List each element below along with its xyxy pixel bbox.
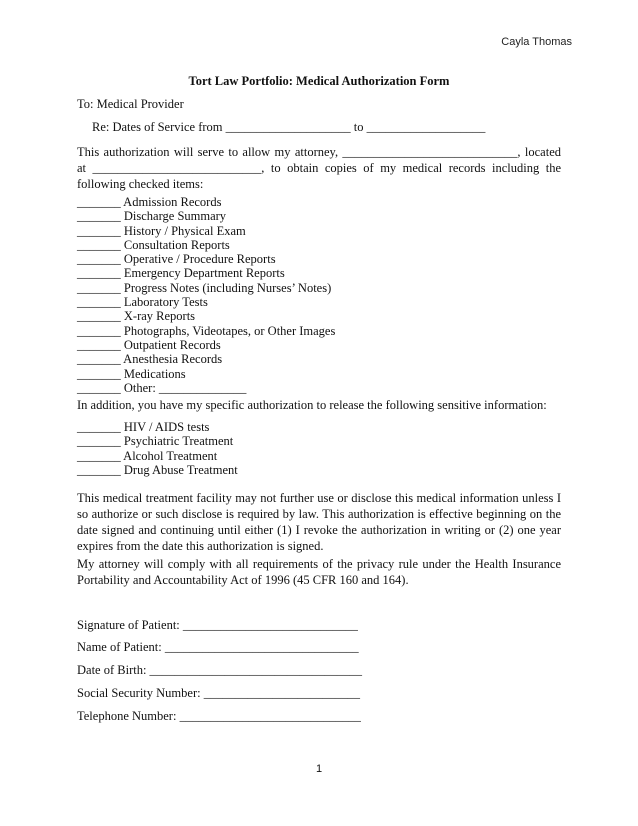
checklist-item-consultation-reports[interactable]: _______ Consultation Reports [77,237,230,252]
patient-name-field[interactable]: Name of Patient: _______________________________ [77,640,359,654]
checklist-item-alcohol[interactable]: _______ Alcohol Treatment [77,448,218,463]
checklist-item-medications[interactable]: _______ Medications [77,366,186,381]
checklist-item-history-physical[interactable]: _______ History / Physical Exam [77,223,246,238]
signature-field[interactable]: Signature of Patient: ____________________________ [77,618,358,632]
checklist-item-xray-reports[interactable]: _______ X-ray Reports [77,309,196,324]
date-of-birth-field[interactable]: Date of Birth: __________________________________ [77,663,363,677]
checklist-item-progress-notes[interactable]: _______ Progress Notes (including Nurses’ Notes) [77,280,332,295]
disclosure-paragraph: This medical treatment facility may not further use or disclose this medical information unless I so authorize or such disclose is required by law. This authorization is effective beginning on the date signed and continuing until either (1) I revoke the authorization in writing or (2) one year expires from the date this authorization is signed. [77,491,561,553]
authorization-paragraph: This authorization will serve to allow my attorney, ____________________________, located at ___________________________, to obtain copies of my medical records including the following checked items: [77,145,561,191]
dates-of-service-line: Re: Dates of Service from ____________________ to ___________________ [92,120,486,134]
recipient-line: To: Medical Provider [77,97,184,111]
header-author-name: Cayla Thomas [501,36,572,48]
checklist-item-operative-procedure[interactable]: _______ Operative / Procedure Reports [77,252,276,267]
form-title: Tort Law Portfolio: Medical Authorization Form [188,74,450,88]
checklist-item-photographs[interactable]: _______ Photographs, Videotapes, or Other Images [77,323,336,338]
checklist-item-laboratory-tests[interactable]: _______ Laboratory Tests [77,295,208,310]
checklist-item-discharge-summary[interactable]: _______ Discharge Summary [77,209,227,224]
telephone-field[interactable]: Telephone Number: _____________________________ [77,709,361,723]
page-number: 1 [315,763,323,775]
checklist-item-drug-abuse[interactable]: _______ Drug Abuse Treatment [77,462,238,477]
social-security-field[interactable]: Social Security Number: _________________________ [77,686,360,700]
checklist-item-other[interactable]: _______ Other: ______________ [77,380,247,395]
checklist-item-admission-records[interactable]: _______ Admission Records [77,195,222,209]
checklist-item-outpatient-records[interactable]: _______ Outpatient Records [77,337,221,352]
sensitive-info-intro: In addition, you have my specific authorization to release the following sensitive information: [77,398,547,412]
checklist-item-psychiatric[interactable]: _______ Psychiatric Treatment [77,434,234,449]
checklist-item-hiv-aids[interactable]: _______ HIV / AIDS tests [77,420,210,434]
checklist-item-anesthesia-records[interactable]: _______ Anesthesia Records [77,352,223,367]
records-checklist [77,195,335,395]
sensitive-checklist [77,420,238,477]
checklist-item-emergency-department[interactable]: _______ Emergency Department Reports [77,266,285,281]
compliance-paragraph: My attorney will comply with all requirements of the privacy rule under the Health Insurance Portability and Accountability Act of 1996 (45 CFR 160 and 164). [77,557,561,587]
